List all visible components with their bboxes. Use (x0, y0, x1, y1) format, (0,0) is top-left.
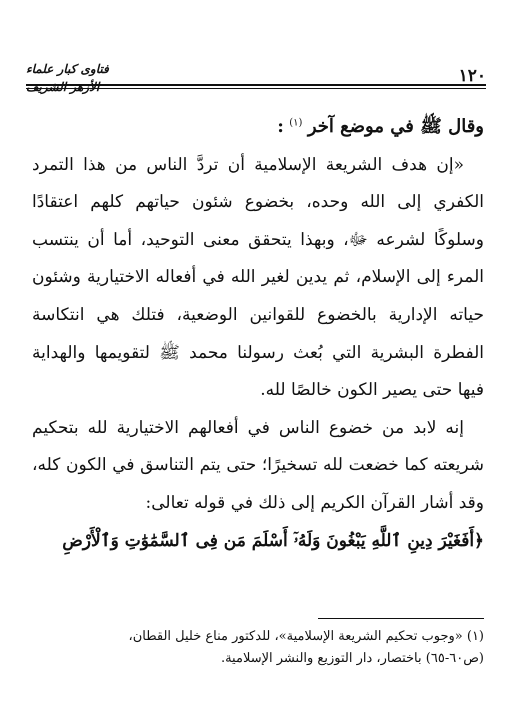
footnote-line-2: (ص٦٠-٦٥) باختصار، دار التوزيع والنشر الإسلامية. (220, 651, 484, 666)
running-title: فتاوى كبار علماء الأزهر الشريف (26, 62, 109, 94)
header-rule-thin (26, 88, 486, 89)
page-header (26, 60, 486, 94)
footnote (32, 626, 484, 670)
header-rule-thick (26, 84, 486, 86)
body-text (32, 108, 484, 560)
quran-verse: ﴿أَفَغَيْرَ دِينِ ٱللَّهِ يَبْغُونَ وَلَهُۥٓ أَسْلَمَ مَن فِى ٱلسَّمَٰوَٰتِ وَٱلْأَرْضِ (62, 530, 484, 551)
footnote-rule (318, 618, 484, 619)
quote-paragraph: «إن هدف الشريعة الإسلامية أن تردَّ الناس من هذا التمرد الكفري إلى الله وحده، بخضوع شئون حياتهم كلهم اعتقادًا وسلوكًا لشرعه ﷻ، وبهذا يتحقق معنى التوحيد، أما أن ينتسب المرء إلى الإسلام، ثم يدين لغير الله في أفعاله الاختيارية وشئون حياته الإدارية بالخضوع للقوانين الوضعية، فتلك هي انتكاسة الفطرة البشرية التي بُعث رسولنا محمد ﷺ لتقويمها والهداية فيها حتى يصير الكون خالصًا لله. (32, 154, 484, 401)
lead-in-text: وقال ﷺ في موضع آخر (307, 116, 484, 137)
page-number: ١٢٠ (458, 66, 486, 86)
footnote-reference: (١) (289, 117, 303, 129)
footnote-line-1: (١) «وجوب تحكيم الشريعة الإسلامية»، للدكتور مناع خليل القطان، (128, 629, 484, 644)
second-paragraph: إنه لابد من خضوع الناس في أفعالهم الاختيارية لله بتحكيم شريعته كما خضعت لله تسخيرًا؛ حتى يتم التناسق في الكون كله، وقد أشار القرآن الكريم إلى ذلك في قوله تعالى: (32, 417, 484, 513)
lead-in-colon: : (277, 116, 284, 137)
lead-in-line (32, 108, 484, 147)
